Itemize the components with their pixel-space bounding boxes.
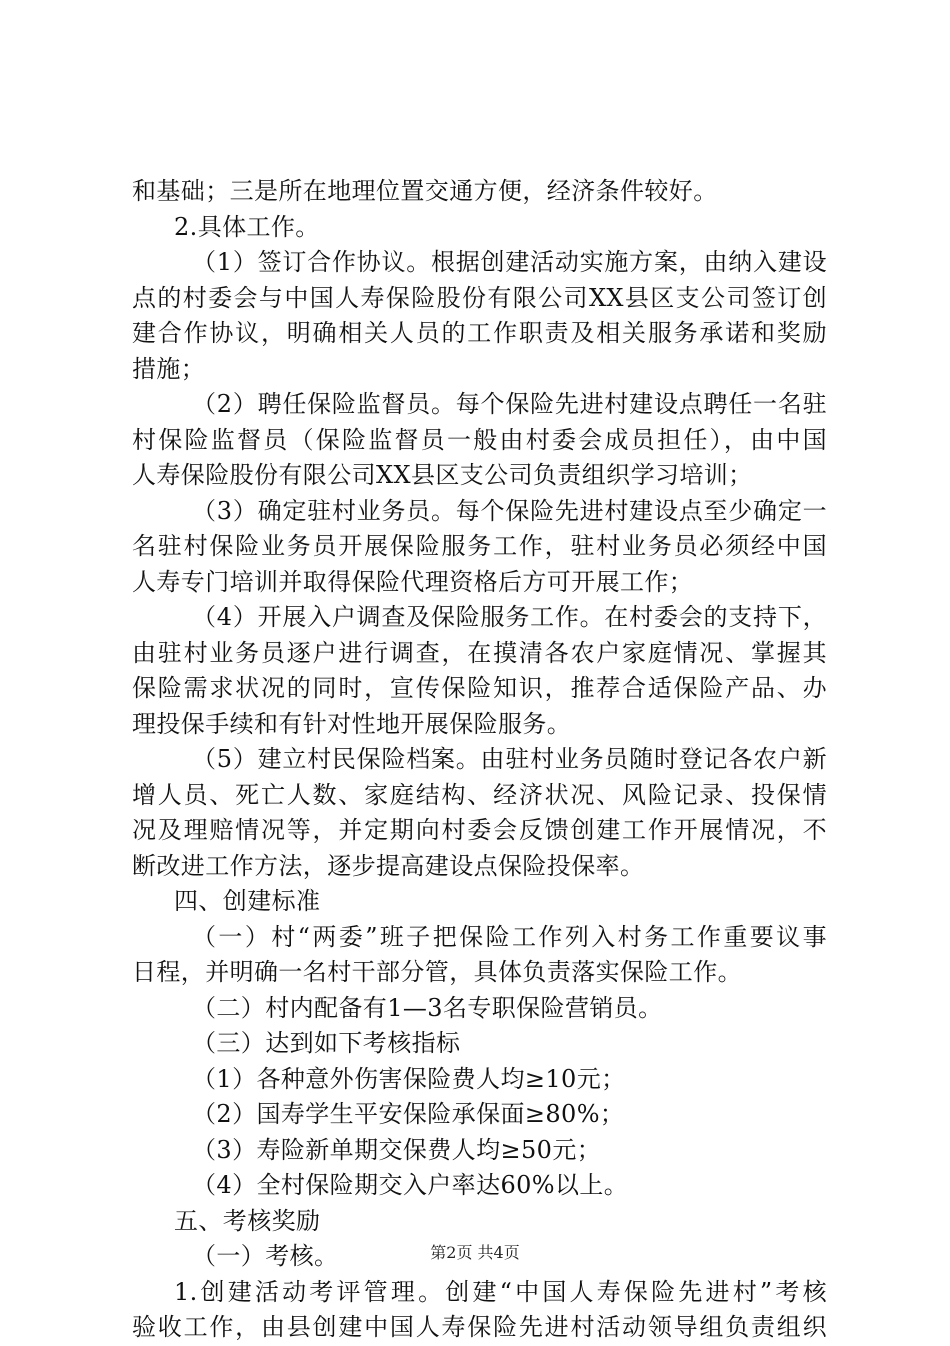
- text-line: 验收工作，由县创建中国人寿保险先进村活动领导组负责组织: [132, 1313, 827, 1341]
- page-number-footer: 第2页 共4页: [430, 1243, 520, 1262]
- text-line: 保险需求状况的同时，宣传保险知识，推荐合适保险产品、办: [132, 674, 827, 702]
- text-line: 和基础；三是所在地理位置交通方便，经济条件较好。: [132, 177, 718, 205]
- text-line: 点的村委会与中国人寿保险股份有限公司XX县区支公司签订创: [132, 283, 827, 312]
- text-line: 1.创建活动考评管理。创建“中国人寿保险先进村”考核: [174, 1277, 827, 1306]
- text-line: （3）确定驻村业务员。每个保险先进村建设点至少确定一: [192, 496, 827, 525]
- text-line: （2）聘任保险监督员。每个保险先进村建设点聘任一名驻: [192, 390, 827, 418]
- text-line: （一）考核。: [192, 1242, 339, 1270]
- text-line: 名驻村保险业务员开展保险服务工作，驻村业务员必须经中国: [132, 532, 827, 560]
- text-line: （2）国寿学生平安保险承保面≥80%；: [192, 1100, 625, 1128]
- text-line: 理投保手续和有针对性地开展保险服务。: [132, 709, 572, 738]
- section-heading: 五、考核奖励: [174, 1206, 321, 1235]
- text-line: 建合作协议，明确相关人员的工作职责及相关服务承诺和奖励: [132, 319, 827, 347]
- text-line: 2.具体工作。: [174, 212, 320, 241]
- text-line: 断改进工作方法，逐步提高建设点保险投保率。: [132, 851, 645, 880]
- text-line: （三）达到如下考核指标: [192, 1029, 461, 1057]
- text-line: （1）各种意外伤害保险费人均≥10元；: [192, 1064, 626, 1093]
- document-body: [132, 174, 827, 1346]
- text-line: 人寿保险股份有限公司XX县区支公司负责组织学习培训；: [132, 461, 753, 489]
- text-line: 由驻村业务员逐户进行调查，在摸清各农户家庭情况、掌握其: [132, 638, 827, 667]
- section-heading: 四、创建标准: [174, 887, 321, 915]
- text-line: 日程，并明确一名村干部分管，具体负责落实保险工作。: [132, 958, 742, 986]
- text-line: 措施；: [132, 354, 206, 383]
- text-line: （4）全村保险期交入户率达60%以上。: [192, 1171, 629, 1199]
- text-line: （二）村内配备有1—3名专职保险营销员。: [192, 993, 663, 1022]
- text-line: 人寿专门培训并取得保险代理资格后方可开展工作；: [132, 567, 694, 596]
- text-line: （4）开展入户调查及保险服务工作。在村委会的支持下，: [192, 603, 827, 631]
- text-line: （3）寿险新单期交保费人均≥50元；: [192, 1135, 602, 1164]
- text-line: （5）建立村民保险档案。由驻村业务员随时登记各农户新: [192, 745, 827, 773]
- text-line: 况及理赔情况等，并定期向村委会反馈创建工作开展情况，不: [132, 816, 827, 844]
- text-line: 增人员、死亡人数、家庭结构、经济状况、风险记录、投保情: [132, 780, 827, 809]
- text-line: 村保险监督员（保险监督员一般由村委会成员担任），由中国: [132, 425, 827, 454]
- text-line: （1）签订合作协议。根据创建活动实施方案，由纳入建设: [192, 248, 827, 276]
- text-line: （一）村“两委”班子把保险工作列入村务工作重要议事: [192, 922, 827, 951]
